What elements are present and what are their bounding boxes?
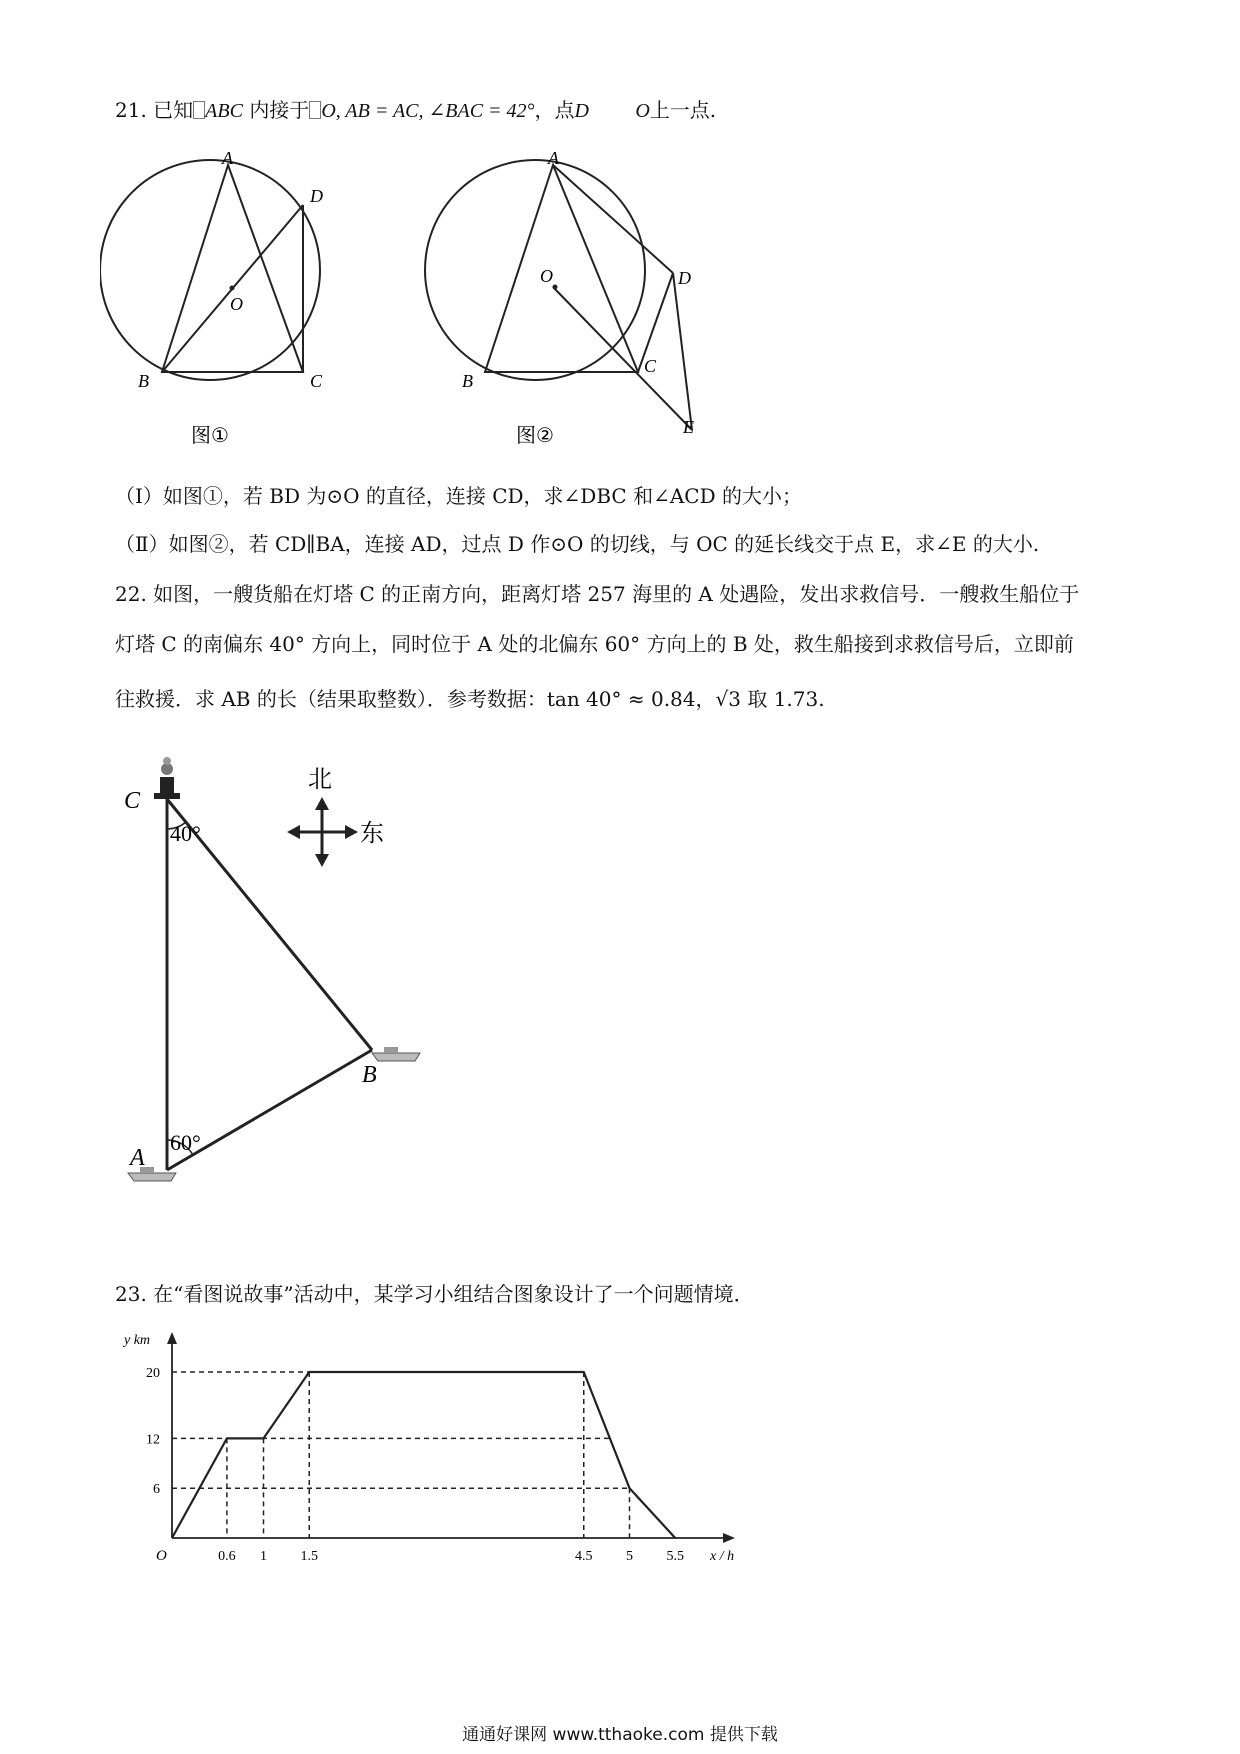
circle-placeholder-icon bbox=[193, 101, 205, 119]
label-B: B bbox=[362, 1062, 377, 1088]
x-tick-label: 4.5 bbox=[575, 1549, 593, 1564]
label-E: E bbox=[683, 417, 694, 437]
label-A: A bbox=[222, 150, 233, 168]
q21-intro: 21. 已知 ABC 内接于 O, AB = AC, ∠BAC = 42°，点D O上一点. bbox=[115, 98, 717, 122]
label-C: C bbox=[644, 356, 657, 376]
q21-part1: （Ⅰ）如图①，若 BD 为⊙O 的直径，连接 CD，求∠DBC 和∠ACD 的大小； bbox=[115, 484, 802, 508]
label-B: B bbox=[138, 371, 149, 391]
north-label: 北 bbox=[308, 765, 332, 793]
y-axis-label: y km bbox=[124, 1333, 151, 1348]
figure-1-caption: 图① bbox=[191, 423, 229, 447]
y-tick-label: 12 bbox=[146, 1432, 160, 1448]
figure-1 bbox=[100, 150, 360, 450]
east-label: 东 bbox=[360, 819, 384, 847]
label-O: O bbox=[230, 294, 243, 314]
ship-icon bbox=[372, 1047, 420, 1061]
x-tick-label: 5.5 bbox=[666, 1549, 684, 1564]
angle-40-label: 40° bbox=[170, 821, 201, 846]
compass-icon bbox=[287, 797, 358, 867]
figure-2-caption: 图② bbox=[516, 423, 554, 447]
q22-line3: 往救援．求 AB 的长（结果取整数）．参考数据：tan 40° ≈ 0.84，√3 取 1.73. bbox=[115, 687, 825, 711]
footer: 通通好课网 www.tthaoke.com 提供下载 bbox=[462, 1725, 778, 1745]
x-tick-label: 5 bbox=[626, 1549, 633, 1564]
q23-line1: 23. 在“看图说故事”活动中，某学习小组结合图象设计了一个问题情境． bbox=[115, 1282, 754, 1306]
q23-graph bbox=[110, 1320, 770, 1580]
series-line bbox=[172, 1372, 675, 1538]
q21-part2: （Ⅱ）如图②，若 CD∥BA，连接 AD，过点 D 作⊙O 的切线，与 OC 的延长线交于点 E，求∠E 的大小. bbox=[115, 532, 1040, 556]
label-B: B bbox=[462, 371, 473, 391]
x-tick-label: 1 bbox=[260, 1549, 267, 1564]
label-D: D bbox=[678, 268, 691, 288]
label-C: C bbox=[124, 788, 141, 814]
x-axis-label: x / h bbox=[710, 1549, 735, 1564]
label-O: O bbox=[540, 266, 553, 286]
q22-figure bbox=[120, 755, 450, 1205]
label-C: C bbox=[310, 371, 323, 391]
y-tick-label: 20 bbox=[146, 1366, 160, 1381]
q22-line1: 22. 如图，一艘货船在灯塔 C 的正南方向，距离灯塔 257 海里的 A 处遇险，发出求救信号．一艘救生船位于 bbox=[115, 582, 1080, 606]
label-A: A bbox=[548, 150, 559, 168]
label-D: D bbox=[310, 186, 323, 206]
origin-label: O bbox=[156, 1548, 167, 1564]
x-tick-label: 0.6 bbox=[218, 1549, 236, 1564]
y-tick-label: 6 bbox=[153, 1482, 160, 1498]
angle-60-label: 60° bbox=[170, 1130, 201, 1155]
figure-2 bbox=[420, 150, 720, 450]
lighthouse-icon bbox=[154, 757, 180, 799]
q22-line2: 灯塔 C 的南偏东 40° 方向上，同时位于 A 处的北偏东 60° 方向上的 B 处，救生船接到求救信号后，立即前 bbox=[115, 632, 1074, 656]
x-tick-label: 1.5 bbox=[300, 1549, 318, 1564]
circle-placeholder-icon bbox=[309, 101, 321, 119]
label-A: A bbox=[130, 1145, 145, 1171]
